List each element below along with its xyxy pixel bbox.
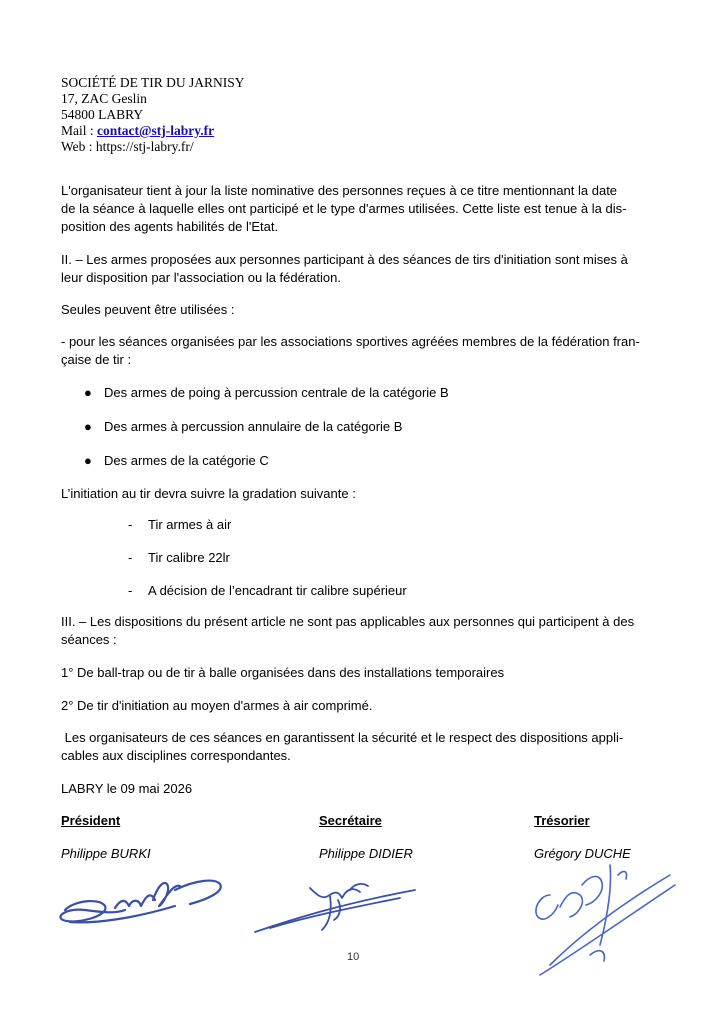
treasurer-name: Grégory DUCHE bbox=[534, 846, 631, 861]
list-item: Des armes de la catégorie C bbox=[104, 453, 269, 468]
dash-marker: - bbox=[128, 550, 133, 565]
secretary-title: Secrétaire bbox=[319, 813, 382, 828]
paragraph-9 bbox=[61, 729, 661, 765]
address-line-1: 17, ZAC Geslin bbox=[61, 91, 147, 106]
text-line: III. – Les dispositions du présent article ne sont pas applicables aux personnes qui participent à des bbox=[61, 614, 635, 629]
text-line: leur disposition par l'association ou la fédération. bbox=[61, 270, 341, 285]
paragraph-6 bbox=[61, 613, 661, 649]
list-item: Des armes à percussion annulaire de la catégorie B bbox=[104, 419, 403, 434]
list-item: Tir calibre 22lr bbox=[148, 550, 230, 565]
bullet-icon: ● bbox=[84, 385, 92, 400]
list-item: Des armes de poing à percussion centrale de la catégorie B bbox=[104, 385, 449, 400]
secretary-name: Philippe DIDIER bbox=[319, 846, 413, 861]
paragraph-3: Seules peuvent être utilisées : bbox=[61, 302, 235, 317]
paragraph-8: 2° De tir d'initiation au moyen d'armes à air comprimé. bbox=[61, 698, 373, 713]
text-line: cables aux disciplines correspondantes. bbox=[61, 748, 291, 763]
org-name: SOCIÉTÉ DE TIR DU JARNISY bbox=[61, 75, 245, 90]
president-signature bbox=[55, 870, 225, 940]
secretary-signature bbox=[250, 870, 420, 960]
text-line: - pour les séances organisées par les associations sportives agréées membres de la fédération fran- bbox=[61, 334, 640, 349]
text-line: Les organisateurs de ces séances en garantissent la sécurité et le respect des dispositions appli- bbox=[61, 730, 624, 745]
web-line: Web : https://stj-labry.fr/ bbox=[61, 139, 194, 154]
text-line: position des agents habilités de l'Etat. bbox=[61, 219, 279, 234]
text-line: L'organisateur tient à jour la liste nominative des personnes reçues à ce titre mentionnant la date bbox=[61, 183, 618, 198]
text-line: çaise de tir : bbox=[61, 352, 132, 367]
paragraph-1 bbox=[61, 182, 661, 236]
list-item: Tir armes à air bbox=[148, 517, 232, 532]
paragraph-2 bbox=[61, 251, 661, 287]
text-line: de la séance à laquelle elles ont participé et le type d'armes utilisées. Cette liste est tenue à la dis- bbox=[61, 201, 627, 216]
paragraph-7: 1° De ball-trap ou de tir à balle organisées dans des installations temporaires bbox=[61, 665, 505, 680]
dash-marker: - bbox=[128, 583, 133, 598]
text-line: II. – Les armes proposées aux personnes participant à des séances de tirs d'initiation sont mises à bbox=[61, 252, 628, 267]
president-title: Président bbox=[61, 813, 121, 828]
paragraph-5: L’initiation au tir devra suivre la gradation suivante : bbox=[61, 486, 356, 501]
sender-block bbox=[61, 75, 245, 155]
treasurer-title: Trésorier bbox=[534, 813, 590, 828]
text-line: séances : bbox=[61, 632, 117, 647]
page-number: 10 bbox=[347, 951, 360, 960]
dash-marker: - bbox=[128, 517, 133, 532]
bullet-icon: ● bbox=[84, 419, 92, 434]
president-name: Philippe BURKI bbox=[61, 846, 151, 861]
date-line: LABRY le 09 mai 2026 bbox=[61, 781, 193, 796]
mail-link[interactable]: contact@stj-labry.fr bbox=[97, 123, 215, 138]
paragraph-4 bbox=[61, 333, 661, 369]
mail-line bbox=[61, 123, 245, 139]
list-item: A décision de l’encadrant tir calibre supérieur bbox=[148, 583, 407, 598]
address-line-2: 54800 LABRY bbox=[61, 107, 144, 122]
mail-label: Mail : bbox=[61, 123, 97, 138]
treasurer-signature bbox=[520, 855, 680, 985]
bullet-icon: ● bbox=[84, 453, 92, 468]
